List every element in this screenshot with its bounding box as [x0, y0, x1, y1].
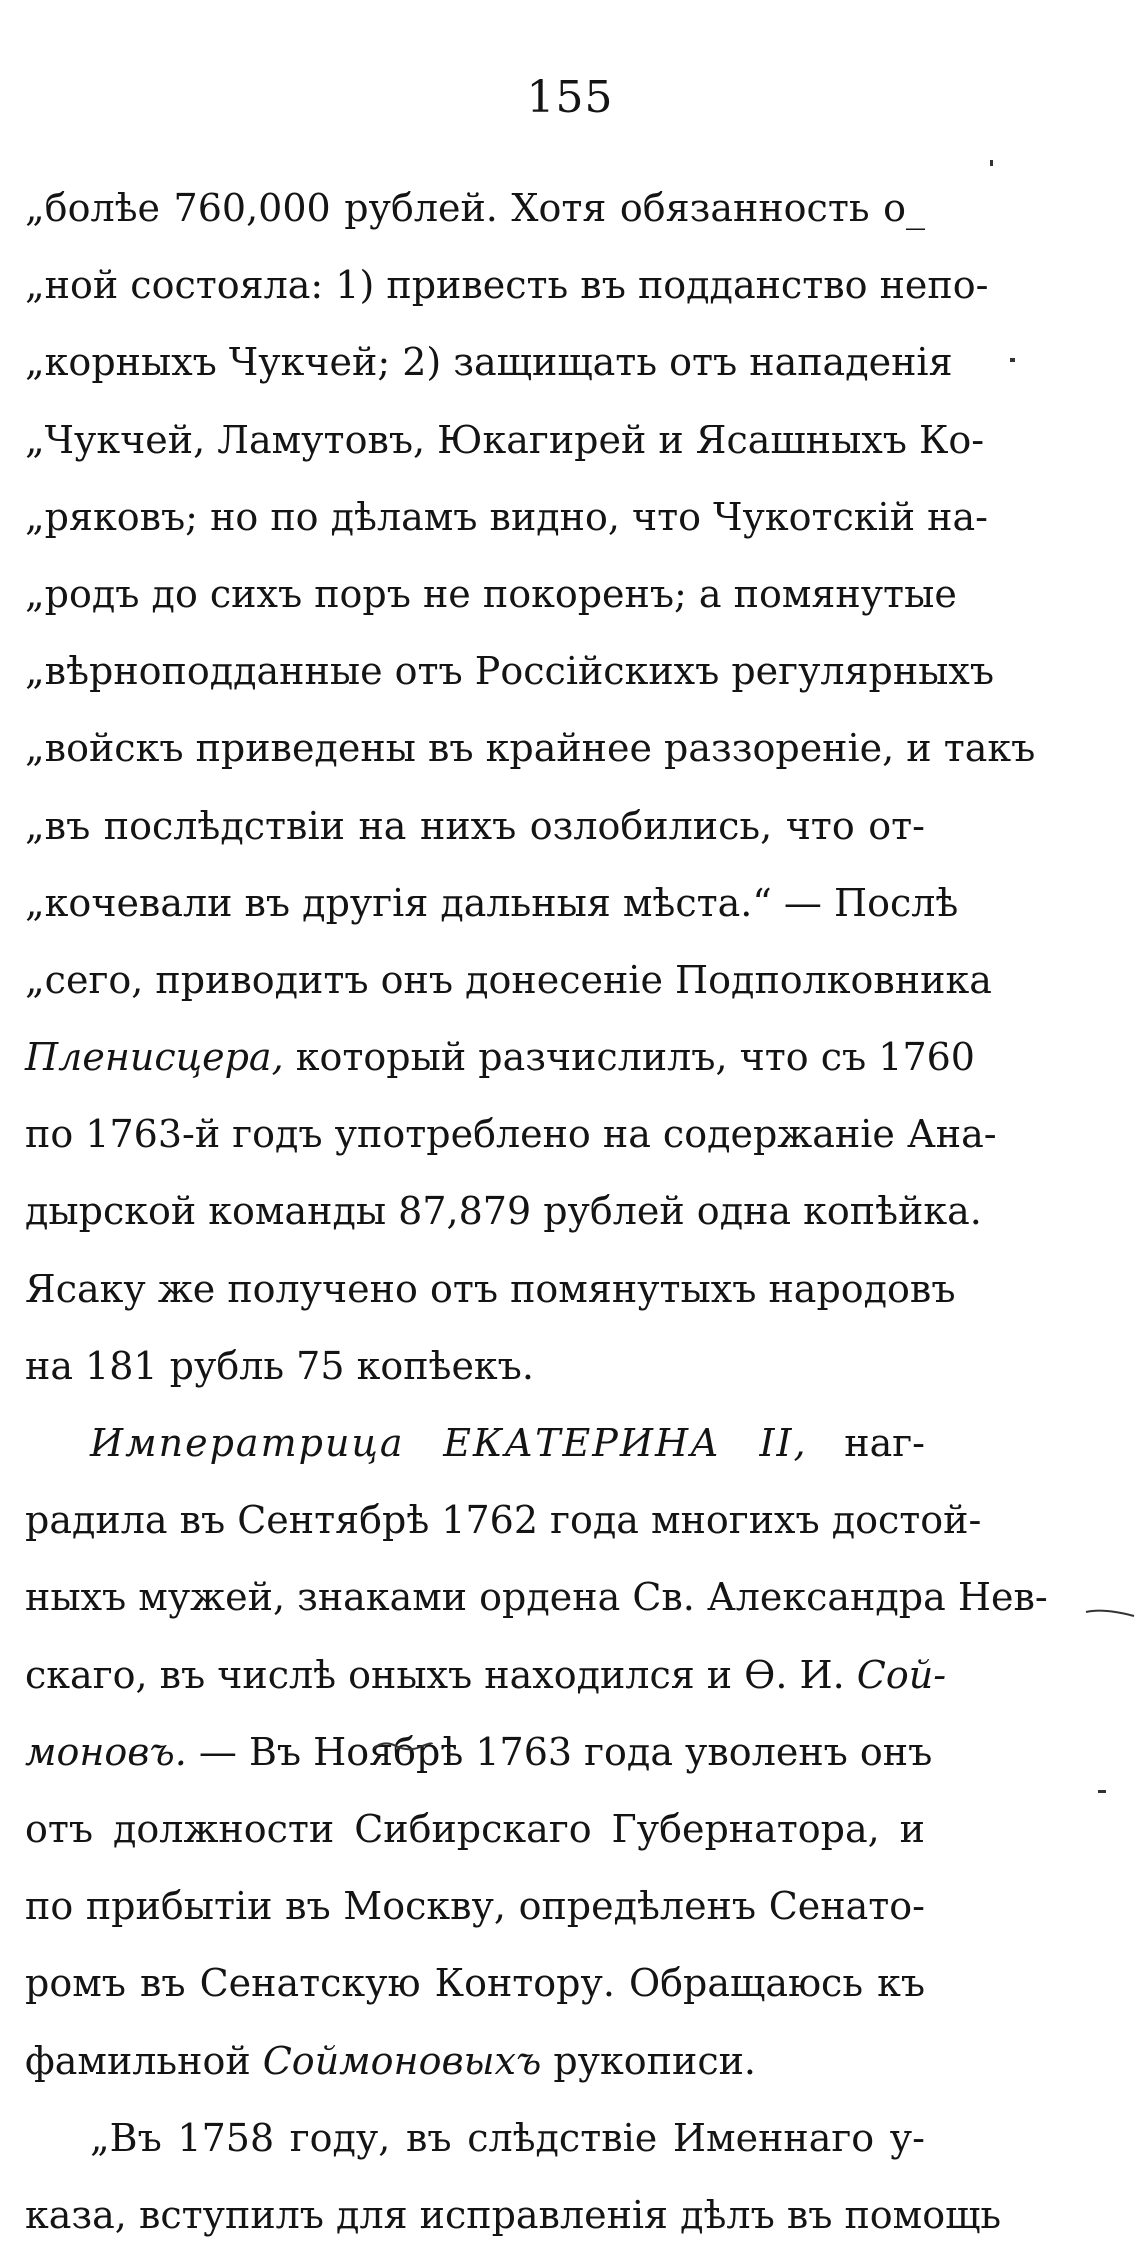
italic-title: Императрица ЕКАТЕРИНА II,: [90, 1421, 808, 1465]
text-line: [25, 2023, 925, 2100]
text-fragment: — Въ Ноябрѣ 1763 года уволенъ онъ: [186, 1729, 933, 1774]
text-fragment: рукописи.: [541, 2038, 757, 2083]
text-line: „вѣрноподданные отъ Россійскихъ регулярныхъ: [25, 649, 995, 694]
text-line: каза, вступилъ для исправленія дѣлъ въ помощь: [25, 2192, 1002, 2237]
italic-name: Соймоновыхъ: [262, 2038, 542, 2083]
text-line: „корныхъ Чукчей; 2) защищать отъ нападенія: [25, 340, 953, 385]
text-fragment: который разчислилъ, что съ 1760: [283, 1035, 975, 1080]
text-line: [25, 1019, 975, 1096]
italic-name: Сой-: [844, 1652, 947, 1697]
italic-name: моновъ.: [25, 1729, 187, 1774]
text-line: радила въ Сентябрѣ 1762 года многихъ достой-: [25, 1498, 982, 1543]
text-line: „ной состояла: 1) привесть въ подданство непо-: [25, 263, 989, 308]
scan-stroke: [1084, 1606, 1136, 1620]
text-line: „Въ 1758 году, въ слѣдствіе Именнаго у-: [90, 2115, 925, 2160]
text-line: по 1763-й годъ употреблено на содержаніе Ана-: [25, 1112, 997, 1157]
text-line: ныхъ мужей, знаками ордена Св. Александра Нев-: [25, 1575, 1048, 1620]
text-line: „болѣе 760,000 рублей. Хотя обязанность о_: [25, 186, 925, 230]
text-line: Ясаку же получено отъ помянутыхъ народовъ: [25, 1266, 956, 1311]
scan-squiggle: [372, 1738, 434, 1754]
text-line: „въ послѣдствіи на нихъ озлобились, что от-: [25, 803, 925, 848]
text-line: дырской команды 87,879 рублей одна копѣйка.: [25, 1189, 982, 1234]
text-fragment: наг-: [807, 1421, 926, 1465]
text-line: „кочевали въ другія дальныя мѣста.“ — Послѣ: [25, 880, 959, 925]
text-line: ромъ въ Сенатскую Контору. Обращаюсь къ: [25, 1961, 925, 2006]
page-number: 155: [526, 72, 614, 123]
text-line: „родъ до сихъ поръ не покоренъ; а помянутые: [25, 571, 957, 616]
text-fragment: фамильной: [25, 2038, 263, 2083]
text-line: „войскъ приведены въ крайнее раззореніе, и такъ: [25, 726, 1036, 771]
text-line: [25, 1637, 947, 1714]
italic-name: Пленисцера,: [25, 1035, 284, 1080]
text-line: на 181 рубль 75 копѣекъ.: [25, 1343, 534, 1388]
text-line: [25, 1714, 933, 1791]
scan-speck: [1010, 358, 1015, 362]
scan-speck: [1098, 1790, 1106, 1793]
text-line: „Чукчей, Ламутовъ, Юкагирей и Ясашныхъ Ко-: [25, 417, 985, 462]
text-line: „ряковъ; но по дѣламъ видно, что Чукотскій на-: [25, 494, 988, 539]
scan-speck: [990, 160, 993, 166]
text-fragment: скаго, въ числѣ оныхъ находился и Ѳ. И.: [25, 1652, 845, 1697]
page-text: [25, 170, 1048, 2254]
text-line: [25, 1405, 925, 1482]
text-line: „сего, приводитъ онъ донесеніе Подполковника: [25, 957, 992, 1002]
text-line: отъ должности Сибирскаго Губернатора, и: [25, 1806, 925, 1851]
text-line: по прибытіи въ Москву, опредѣленъ Сенато-: [25, 1884, 925, 1929]
